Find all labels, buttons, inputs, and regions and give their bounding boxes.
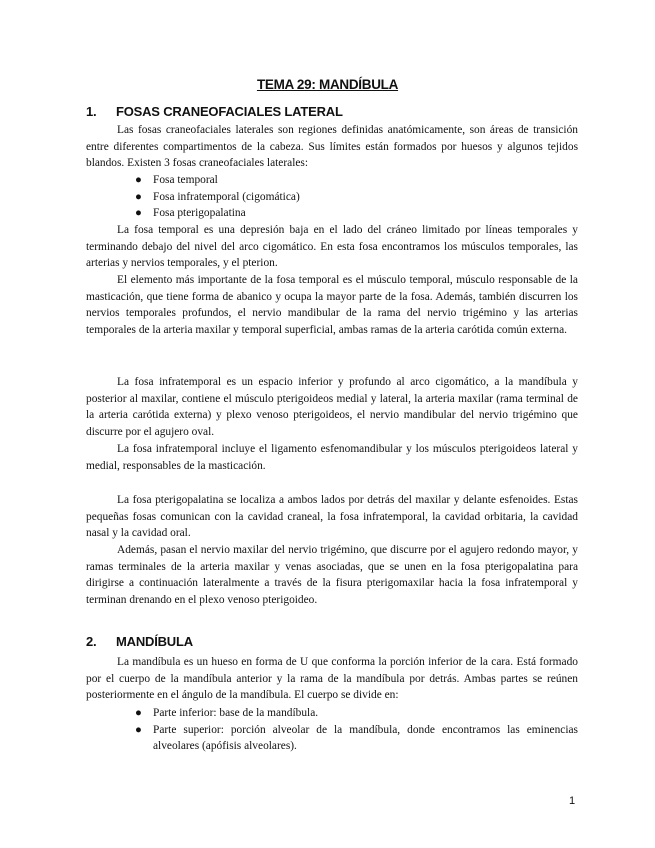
page-number: 1 [569,795,576,807]
section-2-title: MANDÍBULA [116,634,193,649]
section-1-title: FOSAS CRANEOFACIALES LATERAL [116,104,343,119]
section-1-intro: Las fosas craneofaciales laterales son regiones definidas anatómicamente, son áreas de transición entre diferentes compartimentos de la cabeza. Sus límites están formados por huesos y algunos tejidos blandos. Existen 3 fosas craneofaciales laterales: [86,124,578,169]
fosas-list [135,172,300,222]
paragraph-musculo-temporal: El elemento más importante de la fosa temporal es el músculo temporal, músculo responsable de la masticación, que tiene forma de abanico y ocupa la mayor parte de la fosa. Además, también discurren los nervios temporales profundos, el nervio mandibular de la rama del nervio trigémino y las arterias temporales de la arteria maxilar y temporal superficial, ambas ramas de la arteria carótida común externa. [86,274,578,336]
page-title: TEMA 29: MANDÍBULA [256,77,399,92]
bullet-icon: ● [135,707,142,719]
list-item: ● Parte superior: porción alveolar de la mandíbula, donde encontramos las eminencias alveolares (apófisis alveolares). [135,723,578,752]
bullet-icon: ● [135,190,142,203]
section-2-number: 2. [86,634,97,649]
section-1-heading [86,104,343,119]
paragraph-ligamento: La fosa infratemporal incluye el ligamento esfenomandibular y los músculos pterigoideos lateral y medial, responsables de la masticación. [86,443,578,472]
mandibula-list [135,705,578,755]
bullet-icon: ● [135,723,142,736]
list-item: ● Fosa infratemporal (cigomática) [135,189,300,206]
section-2-heading [86,634,193,649]
list-item: ● Fosa pterigopalatina [135,205,300,222]
list-item: ● Fosa temporal [135,172,300,189]
paragraph-fosa-infratemporal: La fosa infratemporal es un espacio inferior y profundo al arco cigomático, a la mandíbula y posterior al maxilar, contiene el músculo pterigoideos medial y lateral, la arteria maxilar (rama terminal de la arteria carótida externa) y plexo venoso pterigoideos, el nervio mandibular del nervio trigémino que discurre por el agujero oval. [86,376,578,438]
section-1-number: 1. [86,104,97,119]
bullet-icon: ● [135,207,142,219]
paragraph-fosa-temporal: La fosa temporal es una depresión baja en el lado del cráneo limitado por líneas temporales y terminando debajo del nivel del arco cigomático. En esta fosa encontramos los músculos temporales, las arterias y nervios temporales, y el pterion. [86,224,578,269]
section-2-intro: La mandíbula es un hueso en forma de U que conforma la porción inferior de la cara. Está formado por el cuerpo de la mandíbula anterior y la rama de la mandíbula por detrás. Ambas partes se reúnen posteriormente en el ángulo de la mandíbula. El cuerpo se divide en: [86,656,578,701]
paragraph-fosa-pterigopalatina: La fosa pterigopalatina se localiza a ambos lados por detrás del maxilar y delante esfenoides. Estas pequeñas fosas comunican con la cavidad craneal, la fosa infratemporal, la cavidad orbitaria, la cavidad nasal y la cavidad oral. [86,494,578,539]
list-item: ● Parte inferior: base de la mandíbula. [135,705,578,722]
paragraph-nervio-maxilar: Además, pasan el nervio maxilar del nervio trigémino, que discurre por el agujero redondo mayor, y ramas terminales de la arteria maxilar y venas asociadas, que se unen en la fosa pterigopalatina para dirigirse a continuación lateralmente a través de la fisura pterigomaxilar hacia la fosa infratemporal y terminan drenando en el plexo venoso pterigoideo. [86,544,578,606]
bullet-icon: ● [135,174,142,186]
